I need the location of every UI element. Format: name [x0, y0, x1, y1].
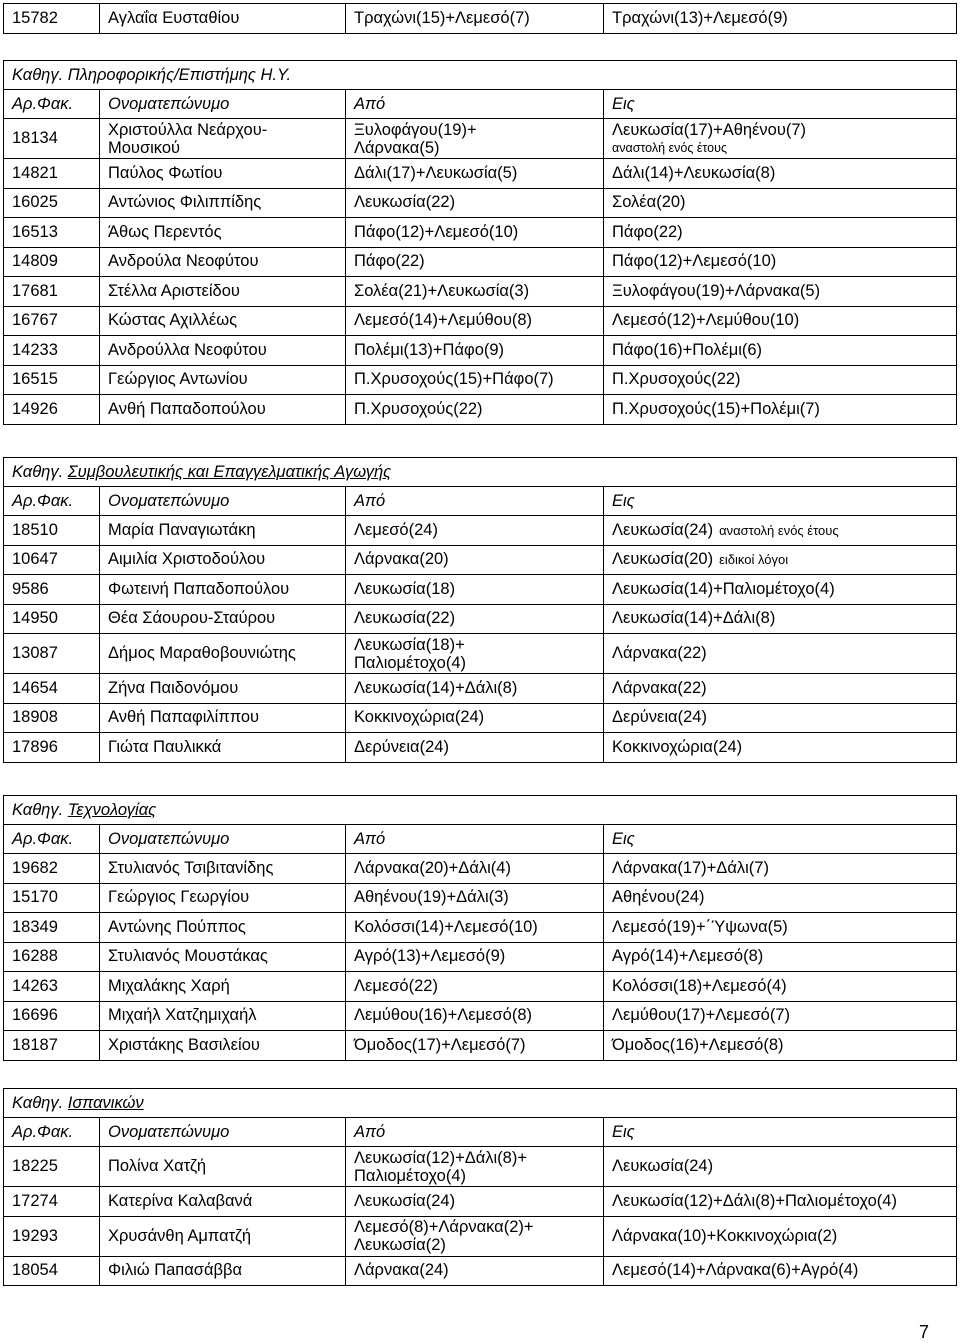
file-number: 14809 [4, 247, 100, 277]
table-row [4, 365, 957, 395]
to-location: Λάρνακα(22) [604, 634, 957, 674]
to-location: Λευκωσία(14)+Παλιομέτοχο(4) [604, 575, 957, 605]
to-location: Λευκωσία(24) [604, 1147, 957, 1187]
table-row [4, 942, 957, 972]
from-location: Π.Χρυσοχούς(22) [346, 395, 604, 425]
header-name: Ονοματεπώνυμο [100, 1118, 346, 1147]
full-name: Χριστούλλα Νεάρχου- Μουσικού [100, 119, 346, 159]
full-name: Στυλιανός Μουστάκας [100, 942, 346, 972]
table-row [4, 306, 957, 336]
file-number: 14821 [4, 159, 100, 189]
table-row [4, 159, 957, 189]
file-number: 17681 [4, 277, 100, 307]
from-location: Λεμεσό(14)+Λεμύθου(8) [346, 306, 604, 336]
section-title: Καθηγ. Τεχνολογίας [4, 796, 957, 825]
full-name: Μιχαλάκης Χαρή [100, 972, 346, 1002]
full-name: Μαρία Παναγιωτάκη [100, 516, 346, 546]
from-location: Κολόσσι(14)+Λεμεσό(10) [346, 913, 604, 943]
from-location: Όμοδος(17)+Λεμεσό(7) [346, 1031, 604, 1061]
full-name: Φιλιώ Πапασάββα [100, 1256, 346, 1286]
table-row [4, 395, 957, 425]
full-name: Στυλιανός Τσιβιτανίδης [100, 854, 346, 884]
section-title-row [4, 1089, 957, 1118]
table-row [4, 516, 957, 546]
table-row [4, 1216, 957, 1256]
header-name: Ονοματεπώνυμο [100, 90, 346, 119]
section-informatics-table [3, 60, 957, 425]
from-location: Ξυλοφάγου(19)+ Λάρνακα(5) [346, 119, 604, 159]
from-location: Λάρνακα(20)+Δάλι(4) [346, 854, 604, 884]
file-number: 18510 [4, 516, 100, 546]
section-title: Καθηγ. Ισπανικών [4, 1089, 957, 1118]
file-number: 14263 [4, 972, 100, 1002]
file-number: 17896 [4, 733, 100, 763]
file-number: 18054 [4, 1256, 100, 1286]
to-location: Λάρνακα(22) [604, 674, 957, 704]
section-title-row [4, 458, 957, 487]
file-number: 18187 [4, 1031, 100, 1061]
to-location: Λευκωσία(14)+Δάλι(8) [604, 604, 957, 634]
header-row [4, 487, 957, 516]
full-name: Άθως Περεντός [100, 218, 346, 248]
from-location: Σολέα(21)+Λευκωσία(3) [346, 277, 604, 307]
full-name: Ανδρούλλα Νεοφύτου [100, 336, 346, 366]
file-number: 10647 [4, 545, 100, 575]
from-location: Λεμύθου(16)+Λεμεσό(8) [346, 1001, 604, 1031]
from-location: Λευκωσία(22) [346, 188, 604, 218]
table-row [4, 1187, 957, 1217]
full-name: Θέα Σάουρου-Σταύρου [100, 604, 346, 634]
file-number: 15170 [4, 883, 100, 913]
from-location: Πάφο(12)+Λεμεσό(10) [346, 218, 604, 248]
table-row [4, 4, 957, 34]
from-location: Λευκωσία(24) [346, 1187, 604, 1217]
full-name: Κατερίνα Καλαβανά [100, 1187, 346, 1217]
header-to: Εις [604, 90, 957, 119]
to-location: Λευκωσία(17)+Αθηένου(7) αναστολή ενός έτους [604, 119, 957, 159]
to-location: Κοκκινοχώρια(24) [604, 733, 957, 763]
to-location: Δάλι(14)+Λευκωσία(8) [604, 159, 957, 189]
to-location: Λεμύθου(17)+Λεμεσό(7) [604, 1001, 957, 1031]
table-row [4, 854, 957, 884]
header-file-number: Αρ.Φακ. [4, 487, 100, 516]
section-technology-table [3, 795, 957, 1061]
table-row [4, 733, 957, 763]
from-location: Λευκωσία(18)+ Παλιομέτοχο(4) [346, 634, 604, 674]
file-number: 15782 [4, 4, 100, 34]
file-number: 16513 [4, 218, 100, 248]
file-number: 14654 [4, 674, 100, 704]
section-spanish-table [3, 1088, 957, 1286]
file-number: 18225 [4, 1147, 100, 1187]
header-from: Από [346, 1118, 604, 1147]
header-from: Από [346, 825, 604, 854]
section-title-row [4, 796, 957, 825]
full-name: Αγλαΐα Ευσταθίου [100, 4, 346, 34]
file-number: 16288 [4, 942, 100, 972]
full-name: Χριστάκης Βασιλείου [100, 1031, 346, 1061]
table-row [4, 218, 957, 248]
full-name: Δήμος Μαραθοβουνιώτης [100, 634, 346, 674]
full-name: Παύλος Φωτίου [100, 159, 346, 189]
file-number: 17274 [4, 1187, 100, 1217]
header-file-number: Αρ.Φακ. [4, 825, 100, 854]
table-row [4, 575, 957, 605]
table-row [4, 1147, 957, 1187]
to-location: Πάφο(16)+Πολέμι(6) [604, 336, 957, 366]
to-location: Λεμεσό(19)+΄Ύψωνα(5) [604, 913, 957, 943]
file-number: 18908 [4, 703, 100, 733]
section-counseling-table [3, 457, 957, 763]
header-from: Από [346, 487, 604, 516]
to-location: Λεμεσό(14)+Λάρνακα(6)+Αγρό(4) [604, 1256, 957, 1286]
to-location: Π.Χρυσοχούς(15)+Πολέμι(7) [604, 395, 957, 425]
full-name: Ανθή Παπαφιλίππου [100, 703, 346, 733]
from-location: Πολέμι(13)+Πάφο(9) [346, 336, 604, 366]
table-row [4, 604, 957, 634]
to-location: Πάφο(22) [604, 218, 957, 248]
to-location: Λεμεσό(12)+Λεμύθου(10) [604, 306, 957, 336]
table-row [4, 545, 957, 575]
top-row-table [3, 3, 957, 34]
from-location: Λεμεσό(8)+Λάρνακα(2)+ Λευκωσία(2) [346, 1216, 604, 1256]
full-name: Ανδρούλα Νεοφύτου [100, 247, 346, 277]
file-number: 16696 [4, 1001, 100, 1031]
table-row [4, 188, 957, 218]
table-row [4, 1001, 957, 1031]
file-number: 18134 [4, 119, 100, 159]
from-location: Λεμεσό(24) [346, 516, 604, 546]
to-location: Αθηένου(24) [604, 883, 957, 913]
file-number: 16767 [4, 306, 100, 336]
header-name: Ονοματεπώνυμο [100, 487, 346, 516]
table-row [4, 634, 957, 674]
header-file-number: Αρ.Φακ. [4, 90, 100, 119]
to-location: Λάρνακα(10)+Κοκκινοχώρια(2) [604, 1216, 957, 1256]
table-row [4, 247, 957, 277]
section-title: Καθηγ. Πληροφορικής/Επιστήμης Η.Υ. [4, 61, 957, 90]
header-file-number: Αρ.Φακ. [4, 1118, 100, 1147]
full-name: Γιώτα Παυλικκά [100, 733, 346, 763]
from-location: Πάφο(22) [346, 247, 604, 277]
to-location: Λευκωσία(12)+Δάλι(8)+Παλιομέτοχο(4) [604, 1187, 957, 1217]
from-location: Λευκωσία(12)+Δάλι(8)+ Παλιομέτοχο(4) [346, 1147, 604, 1187]
full-name: Γεώργιος Γεωργίου [100, 883, 346, 913]
to-location: Αγρό(14)+Λεμεσό(8) [604, 942, 957, 972]
full-name: Ανθή Παπαδοπούλου [100, 395, 346, 425]
from-location: Π.Χρυσοχούς(15)+Πάφο(7) [346, 365, 604, 395]
full-name: Γεώργιος Αντωνίου [100, 365, 346, 395]
table-row [4, 674, 957, 704]
header-to: Εις [604, 487, 957, 516]
file-number: 13087 [4, 634, 100, 674]
table-row [4, 277, 957, 307]
full-name: Αντώνιος Φιλιππίδης [100, 188, 346, 218]
to-location: Πάφο(12)+Λεμεσό(10) [604, 247, 957, 277]
file-number: 19293 [4, 1216, 100, 1256]
to-location: Λευκωσία(24) αναστολή ενός έτους [604, 516, 957, 546]
table-row [4, 703, 957, 733]
from-location: Αγρό(13)+Λεμεσό(9) [346, 942, 604, 972]
note: αναστολή ενός έτους [719, 522, 839, 538]
from-location: Δερύνεια(24) [346, 733, 604, 763]
header-from: Από [346, 90, 604, 119]
from-location: Λευκωσία(22) [346, 604, 604, 634]
note: αναστολή ενός έτους [612, 140, 727, 155]
to-location: Τραχώνι(13)+Λεμεσό(9) [604, 4, 957, 34]
full-name: Αντώνης Πούππος [100, 913, 346, 943]
header-name: Ονοματεπώνυμο [100, 825, 346, 854]
file-number: 14950 [4, 604, 100, 634]
to-location: Κολόσσι(18)+Λεμεσό(4) [604, 972, 957, 1002]
from-location: Δάλι(17)+Λευκωσία(5) [346, 159, 604, 189]
to-location: Δερύνεια(24) [604, 703, 957, 733]
file-number: 9586 [4, 575, 100, 605]
file-number: 19682 [4, 854, 100, 884]
header-to: Εις [604, 1118, 957, 1147]
full-name: Στέλλα Αριστείδου [100, 277, 346, 307]
full-name: Φωτεινή Παπαδοπούλου [100, 575, 346, 605]
from-location: Λευκωσία(18) [346, 575, 604, 605]
to-location: Σολέα(20) [604, 188, 957, 218]
file-number: 16515 [4, 365, 100, 395]
note: ειδικοί λόγοι [719, 552, 789, 568]
from-location: Αθηένου(19)+Δάλι(3) [346, 883, 604, 913]
full-name: Μιχαήλ Χατζημιχαήλ [100, 1001, 346, 1031]
table-row [4, 972, 957, 1002]
from-location: Λάρνακα(20) [346, 545, 604, 575]
file-number: 14926 [4, 395, 100, 425]
header-to: Εις [604, 825, 957, 854]
table-row [4, 883, 957, 913]
table-row [4, 1031, 957, 1061]
header-row [4, 1118, 957, 1147]
header-row [4, 825, 957, 854]
full-name: Χρυσάνθη Αμπατζή [100, 1216, 346, 1256]
file-number: 14233 [4, 336, 100, 366]
section-title: Καθηγ. Συμβουλευτικής και Επαγγελματικής Αγωγής [4, 458, 957, 487]
from-location: Τραχώνι(15)+Λεμεσό(7) [346, 4, 604, 34]
section-title-row [4, 61, 957, 90]
file-number: 18349 [4, 913, 100, 943]
from-location: Λεμεσό(22) [346, 972, 604, 1002]
full-name: Ζήνα Παιδονόμου [100, 674, 346, 704]
to-location: Όμοδος(16)+Λεμεσό(8) [604, 1031, 957, 1061]
full-name: Αιμιλία Χριστοδούλου [100, 545, 346, 575]
from-location: Λάρνακα(24) [346, 1256, 604, 1286]
to-location: Λευκωσία(20) ειδικοί λόγοι [604, 545, 957, 575]
header-row [4, 90, 957, 119]
table-row [4, 1256, 957, 1286]
table-row [4, 119, 957, 159]
to-location: Λάρνακα(17)+Δάλι(7) [604, 854, 957, 884]
page-number: 7 [919, 1322, 930, 1342]
to-location: Ξυλοφάγου(19)+Λάρνακα(5) [604, 277, 957, 307]
to-location: Π.Χρυσοχούς(22) [604, 365, 957, 395]
file-number: 16025 [4, 188, 100, 218]
full-name: Πολίνα Χατζή [100, 1147, 346, 1187]
from-location: Λευκωσία(14)+Δάλι(8) [346, 674, 604, 704]
full-name: Κώστας Αχιλλέως [100, 306, 346, 336]
table-row [4, 336, 957, 366]
table-row [4, 913, 957, 943]
from-location: Κοκκινοχώρια(24) [346, 703, 604, 733]
